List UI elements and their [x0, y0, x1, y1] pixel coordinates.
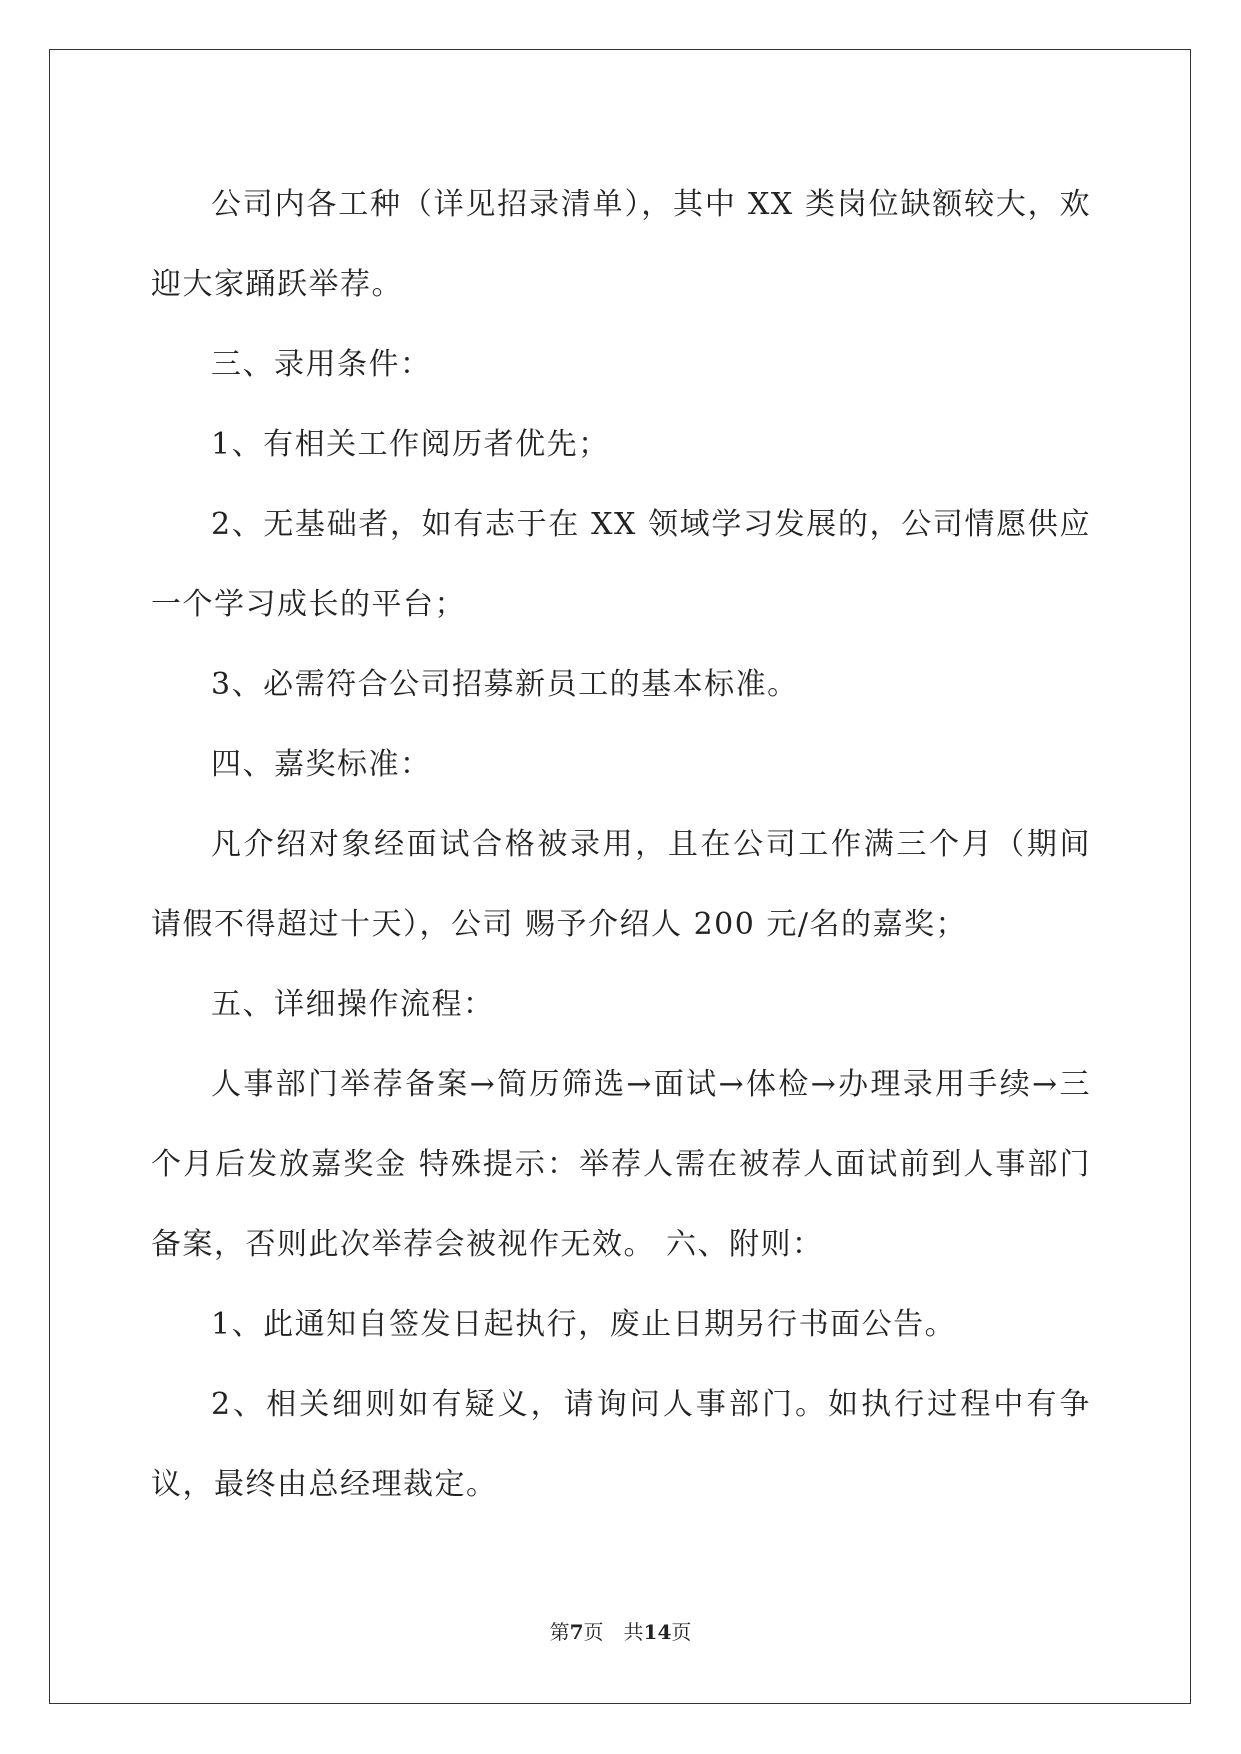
heading-hiring-conditions: 三、录用条件：: [211, 347, 432, 382]
condition-item-3: 3、必需符合公司招募新员工的基本标准。: [211, 667, 799, 702]
page-footer: [0, 1616, 1241, 1645]
paragraph-procedure: 人事部门举荐备案→简历筛选→面试→体检→办理录用手续→三个月后发放嘉奖金 特殊提示：举荐人需在被荐人面试前到人事部门备案，否则此次举荐会被视作无效。 六、附则：: [151, 1067, 1091, 1262]
footer-mid: 页 共: [583, 1620, 644, 1644]
appendix-item-1: 1、此通知自签发日起执行，废止日期另行书面公告。: [211, 1307, 957, 1342]
condition-item-1: 1、有相关工作阅历者优先；: [211, 427, 610, 462]
current-page-number: 7: [569, 1620, 584, 1644]
paragraph-job-types: 公司内各工种（详见招录清单），其中 XX 类岗位缺额较大，欢迎大家踊跃举荐。: [151, 187, 1091, 302]
paragraph-reward: 凡介绍对象经面试合格被录用，且在公司工作满三个月（期间请假不得超过十天），公司 赐予介绍人 200 元/名的嘉奖；: [151, 827, 1091, 942]
document-body: [151, 165, 1091, 1525]
total-page-number: 14: [643, 1620, 672, 1644]
appendix-item-2: 2、相关细则如有疑义，请询问人事部门。如执行过程中有争议，最终由总经理裁定。: [151, 1387, 1091, 1502]
footer-suffix: 页: [671, 1620, 692, 1644]
condition-item-2: 2、无基础者，如有志于在 XX 领域学习发展的，公司情愿供应一个学习成长的平台；: [151, 507, 1091, 622]
heading-reward-standard: 四、嘉奖标准：: [211, 747, 432, 782]
heading-procedure: 五、详细操作流程：: [211, 987, 495, 1022]
footer-prefix: 第: [549, 1620, 570, 1644]
